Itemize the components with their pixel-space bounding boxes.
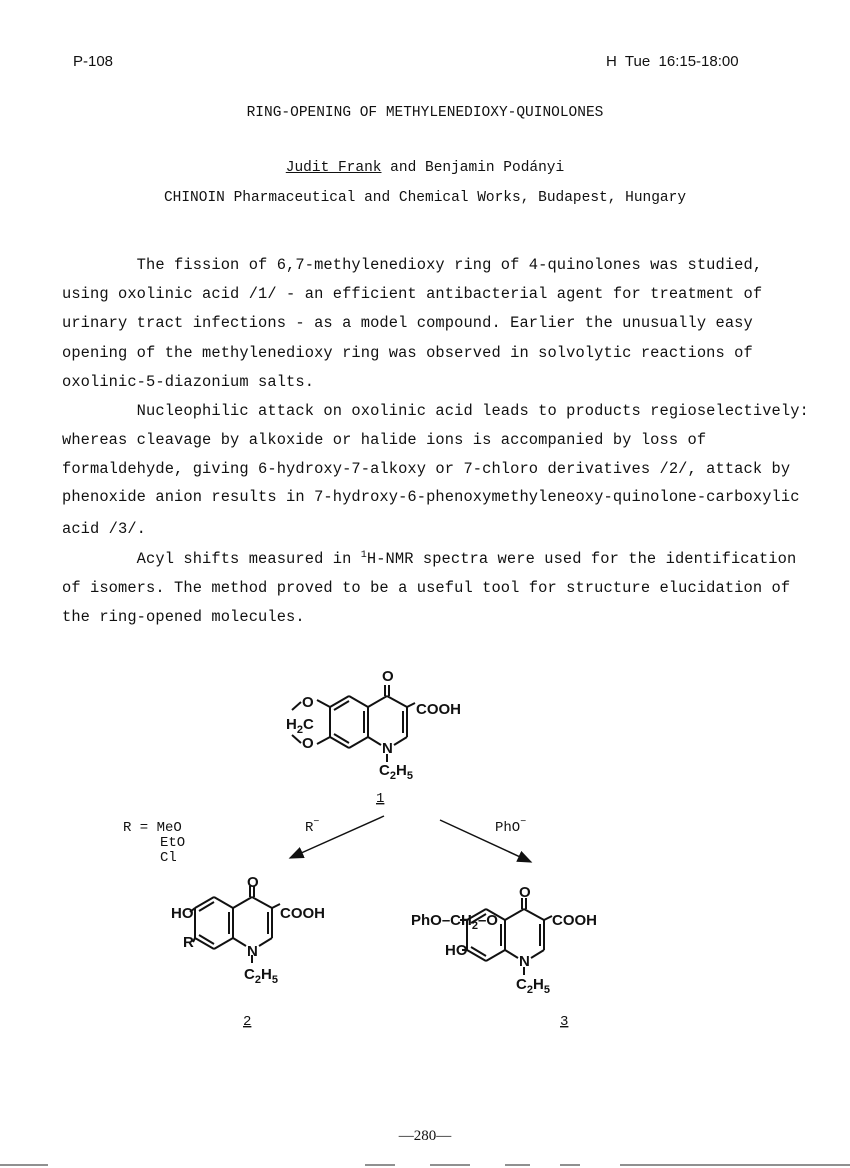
ether-bond	[292, 735, 301, 743]
text-span: Acyl shifts measured in	[62, 550, 361, 569]
benzene-bond	[214, 938, 233, 949]
pyridone-bond	[394, 737, 407, 745]
reagent-phenoxide-label: PhO−	[495, 817, 527, 836]
co-author: and Benjamin Podányi	[381, 160, 565, 176]
r-definition: EtO	[160, 835, 186, 851]
compound-1-label: 1	[376, 791, 385, 807]
text-line: formaldehyde, giving 6-hydroxy-7-alkoxy or 7-chloro derivatives /2/, attack by	[62, 460, 791, 478]
methylene-label: $H_2C$	[286, 716, 314, 736]
benzene-bond	[330, 737, 349, 748]
benzene-bond	[195, 938, 214, 949]
ethyl-label: $C_2H_5$	[244, 966, 278, 986]
pyridone-bond	[368, 696, 387, 707]
benzene-bond	[467, 950, 486, 961]
text-line: phenoxide anion results in 7-hydroxy-6-phenoxymethyleneoxy-quinolone-carboxylic	[62, 488, 800, 506]
cooh-label: COOH	[280, 905, 325, 922]
keto-oxygen-label: O	[519, 884, 531, 901]
r-definition: Cl	[160, 850, 177, 866]
r-substituent-label: R	[183, 934, 194, 951]
ether-bond	[317, 737, 330, 744]
text-line: oxolinic-5-diazonium salts.	[62, 373, 315, 391]
paper-code: P-108	[73, 53, 114, 70]
benzene-bond	[486, 950, 505, 961]
ethyl-label: $C_2H_5$	[379, 762, 413, 782]
reagent-r-label: R−	[305, 817, 320, 836]
ether-bond	[317, 700, 330, 707]
compound-2-label: 2	[243, 1014, 252, 1030]
carboxyl-bond	[407, 703, 415, 707]
hydroxy-label: HO	[171, 905, 194, 922]
pyridone-bond	[368, 737, 381, 745]
text-line: using oxolinic acid /1/ - an efficient antibacterial agent for treatment of	[62, 285, 763, 303]
pyridone-bond	[233, 938, 246, 946]
text-line: urinary tract infections - as a model compound. Earlier the unusually easy	[62, 314, 753, 332]
benzene-bond	[349, 737, 368, 748]
keto-oxygen-label: O	[247, 874, 259, 891]
paper-title: RING-OPENING OF METHYLENEDIOXY-QUINOLONES	[246, 105, 604, 121]
phenoxymethyleneoxy-label: PhO–$CH_2-O$	[411, 912, 498, 932]
text-span: H-NMR spectra were used for the identification	[366, 550, 797, 569]
compound-3-label: 3	[560, 1014, 569, 1030]
nitrogen-label: N	[519, 953, 530, 970]
pyridone-bond	[524, 909, 544, 920]
pyridone-bond	[259, 938, 272, 946]
superscript: 1	[360, 550, 367, 561]
nitrogen-label: N	[247, 943, 258, 960]
text-line: Nucleophilic attack on oxolinic acid leads to products regioselectively:	[62, 402, 809, 420]
oxygen-label: O	[302, 694, 314, 711]
benzene-bond	[330, 696, 349, 707]
pyridone-bond	[233, 897, 252, 908]
pyridone-bond	[387, 696, 407, 707]
text-line: of isomers. The method proved to be a useful tool for structure elucidation of	[62, 579, 791, 597]
hydroxy-label: HO	[445, 942, 468, 959]
text-line: whereas cleavage by alkoxide or halide ions is accompanied by loss of	[62, 431, 707, 449]
keto-oxygen-label: O	[382, 668, 394, 685]
page-number: —280—	[398, 1128, 452, 1144]
pyridone-bond	[252, 897, 272, 908]
session-time: H Tue 16:15-18:00	[606, 53, 739, 70]
pyridone-bond	[505, 909, 524, 920]
r-definition: R = MeO	[123, 820, 182, 836]
text-line: acid /3/.	[62, 520, 147, 538]
text-line: The fission of 6,7-methylenedioxy ring of 4-quinolones was studied,	[62, 256, 763, 274]
nitrogen-label: N	[382, 740, 393, 757]
benzene-bond	[349, 696, 368, 707]
benzene-bond	[195, 897, 214, 908]
carboxyl-bond	[272, 904, 280, 908]
ethyl-label: $C_2H_5$	[516, 976, 550, 996]
ether-bond	[292, 702, 301, 710]
text-line: the ring-opened molecules.	[62, 608, 305, 626]
cooh-label: COOH	[552, 912, 597, 929]
cooh-label: COOH	[416, 701, 461, 718]
presenting-author: Judit Frank	[285, 160, 382, 176]
carboxyl-bond	[544, 916, 552, 920]
affiliation: CHINOIN Pharmaceutical and Chemical Works, Budapest, Hungary	[163, 190, 687, 206]
benzene-bond	[214, 897, 233, 908]
oxygen-label: O	[302, 735, 314, 752]
pyridone-bond	[531, 950, 544, 958]
pyridone-bond	[505, 950, 518, 958]
text-line: opening of the methylenedioxy ring was observed in solvolytic reactions of	[62, 344, 753, 362]
